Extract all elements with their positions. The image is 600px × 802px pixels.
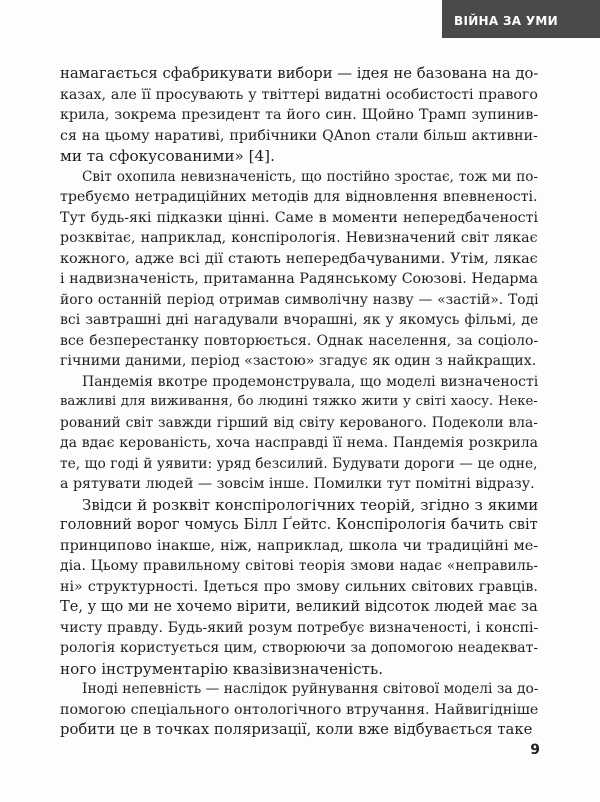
text-line: розквітає, наприклад, конспірологія. Невизначений світ лякає	[60, 230, 538, 246]
text-line: важливі для виживання, бо людині тяжко жити у світі хаосу. Неке-	[60, 394, 538, 409]
text-line: кожного, адже всі дії стають непередбачуваними. Утім, лякає	[60, 250, 538, 267]
text-line: ся на цьому наративі, прибічники QAnon стали більш активни-	[60, 127, 538, 144]
text-line: крила, зокрема президент та його син. Щойно Трамп зупинив-	[60, 107, 538, 123]
text-line: його останній період отримав символічну назву — «застій». Тоді	[60, 291, 538, 308]
paragraph	[60, 372, 538, 495]
text-line: все безперестанку повторюється. Однак населення, за соціоло-	[60, 332, 538, 349]
text-line: те, що годі й уявити: уряд безсилий. Будувати дороги — це одне,	[60, 455, 538, 472]
text-line: головний ворог чомусь Білл Ґейтс. Конспірологія бачить світ	[60, 516, 538, 533]
text-line: требуємо нетрадиційних методів для відновлення впевненості.	[60, 189, 538, 205]
text-line: діа. Цьому правильному світові теорія змови надає «неправиль-	[60, 558, 538, 574]
text-line: Те, у що ми не хочемо вірити, великий відсоток людей має за	[60, 598, 538, 615]
text-line: Тут будь-які підказки цінні. Саме в моменти непередбаченості	[60, 209, 538, 226]
text-line: робити це в точках поляризації, коли вже відбувається таке	[60, 721, 533, 738]
text-line: і надвизначеність, притаманна Радянському Союзові. Недарма	[60, 271, 538, 287]
text-line: ного інструментарію квазівизначеність.	[60, 659, 384, 678]
text-line: рований світ завжди гірший від світу керованого. Подеколи вла-	[60, 414, 538, 431]
text-line: Світ охопила невизначеність, що постійно зростає, тож ми по-	[82, 168, 538, 185]
text-line: да вдає керованість, хоча насправді її нема. Пандемія розкрила	[60, 435, 538, 451]
text-line: ми та сфокусованими» [4].	[60, 147, 275, 165]
text-line: помогою спеціального онтологічного втручання. Найвигідніше	[60, 701, 538, 718]
paragraph	[60, 679, 538, 741]
text-line: казах, але її просувають у твіттері видатні особистості правого	[60, 86, 538, 103]
paragraph	[60, 64, 538, 167]
text-line: гічними даними, період «застою» згадує як один з найкращих.	[60, 353, 537, 369]
text-line: ні» структурності. Ідеться про змову сильних світових гравців.	[60, 578, 538, 595]
paragraph	[60, 167, 538, 372]
text-line: всі завтрашні дні нагадували вчорашні, як у якомусь фільмі, де	[60, 312, 538, 328]
text-line: принципово інакше, ніж, наприклад, школа чи традиційні ме-	[60, 537, 538, 554]
text-line: Звідси й розквіт конспірологічних теорій, згідно з якими	[82, 495, 538, 514]
page-number: 9	[530, 742, 540, 758]
text-line: намагається сфабрикувати вибори — ідея не базована на до-	[60, 65, 538, 82]
paragraph	[60, 495, 538, 680]
text-line: Пандемія вкотре продемонструвала, що моделі визначеності	[82, 373, 538, 390]
running-title: ВІЙНА ЗА УМИ	[454, 14, 558, 28]
page-body	[60, 64, 538, 741]
text-line: Іноді непевність — наслідок руйнування світової моделі за до-	[82, 681, 538, 697]
text-line: чисту правду. Будь-який розум потребує визначеності, і конспі-	[60, 619, 538, 636]
text-line: а рятувати людей — зовсім інше. Помилки тут помітні відразу.	[60, 476, 535, 492]
text-line: рологія користується цим, створюючи за допомогою неадекват-	[60, 640, 538, 656]
running-header-band	[442, 0, 600, 38]
